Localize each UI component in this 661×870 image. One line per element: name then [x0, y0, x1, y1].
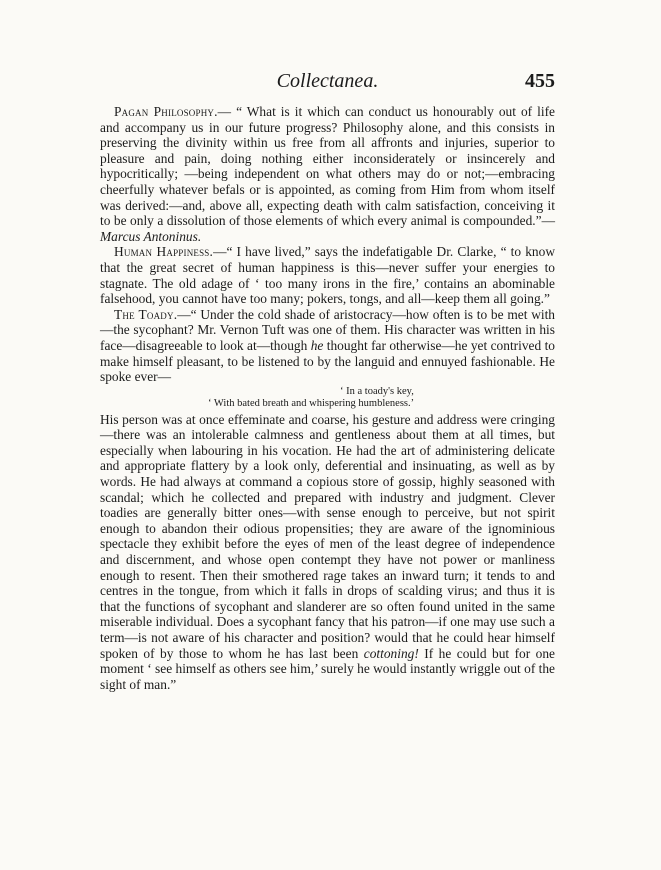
paragraph-the-toady — [100, 307, 555, 385]
running-title: Collectanea. — [276, 70, 379, 92]
page-number: 455 — [525, 70, 555, 92]
page-header — [100, 70, 555, 96]
heading-the-toady: The Toady. — [114, 306, 178, 322]
paragraph-text: — “ What is it which can conduct us honourably out of life and accompany us in our future progress? Philosophy alone, and this consists in preserving the divinity within us free from all affronts and injuries, superior to pleasure and pain, doing nothing either inconsiderately or insincerely and hypocritically; —being independent on what others may do or not;—embracing cheerfully whatever befals or is appointed, as coming from Him from whom itself was derived:—and, above all, expecting death with calm satisfaction, conceiving it to be only a dissolution of those elements of which every animal is compounded.”— — [100, 104, 555, 229]
italic-word: he — [310, 337, 324, 353]
paragraph-text: His person was at once effeminate and coarse, his gesture and address were cringing—there was an intolerable calmness and gentleness about them at all times, but especially when labouring in his vocation. He had the art of administering delicate and appropriate flattery by a look only, deferential and insinuating, as well as by words. He had always at command a copious store of gossip, highly seasoned with scandal; which he collected and prepared with industry and judgment. Clever toadies are generally bitter ones—with sense enough to perceive, but not spirit enough to abandon their odious propensities; they are aware of the ignominious spectacle they exhibit before the eyes of men of the least degree of independence and discernment, and whose open contempt they have not power or manliness enough to resent. Then their smothered rage takes an inward turn; it tends to and centres in the tongue, from which it falls in drops of scalding virus; and thus it is that the functions of sycophant and slanderer are so often found united in the same miserable individual. Does a sycophant fancy that his patron—if one may use such a term—is not aware of his character and position? would that he could hear himself spoken of by those to whom he has last been — [100, 411, 555, 661]
heading-human-happiness: Human Happiness. — [114, 244, 214, 260]
paragraph-toady-continuation — [100, 412, 555, 693]
paragraph-text: thought far otherwise—he yet contrived to make himself pleasant, to be listened to by the languid and ennuyed fashionable. He spoke ever— — [100, 337, 555, 385]
heading-pagan-philosophy: Pagan Philosophy. — [114, 104, 218, 119]
quote-line: ‘ With bated breath and whispering humbleness.’ — [208, 397, 415, 409]
paragraph-text: —“ I have lived,” says the indefatigable Dr. Clarke, “ to know that the great secret of human happiness is this—never suffer your energies to stagnate. The old adage of ‘ too many irons in the fire,’ contains an abominable falsehood, you cannot have too many; pokers, tongs, and all—keep them all going.” — [100, 244, 555, 307]
body-text — [100, 104, 555, 692]
quote-line: ‘ In a toady's key, — [340, 385, 414, 397]
italic-word: cottoning! — [363, 645, 419, 661]
paragraph-human-happiness — [100, 244, 555, 306]
paragraph-text: If he could but for one moment ‘ see himself as others see him,’ surely he would instantly wriggle out of the sight of man.” — [100, 645, 556, 692]
paragraph-text: —“ Under the cold shade of aristocracy—how often is to be met with—the sycophant? Mr. Vernon Tuft was one of them. His character was written in his face—disagreeable to look at—though — [100, 306, 555, 353]
attribution: Marcus Antoninus. — [100, 228, 202, 244]
paragraph-pagan-philosophy — [100, 104, 555, 244]
verse-quotation — [100, 386, 555, 410]
